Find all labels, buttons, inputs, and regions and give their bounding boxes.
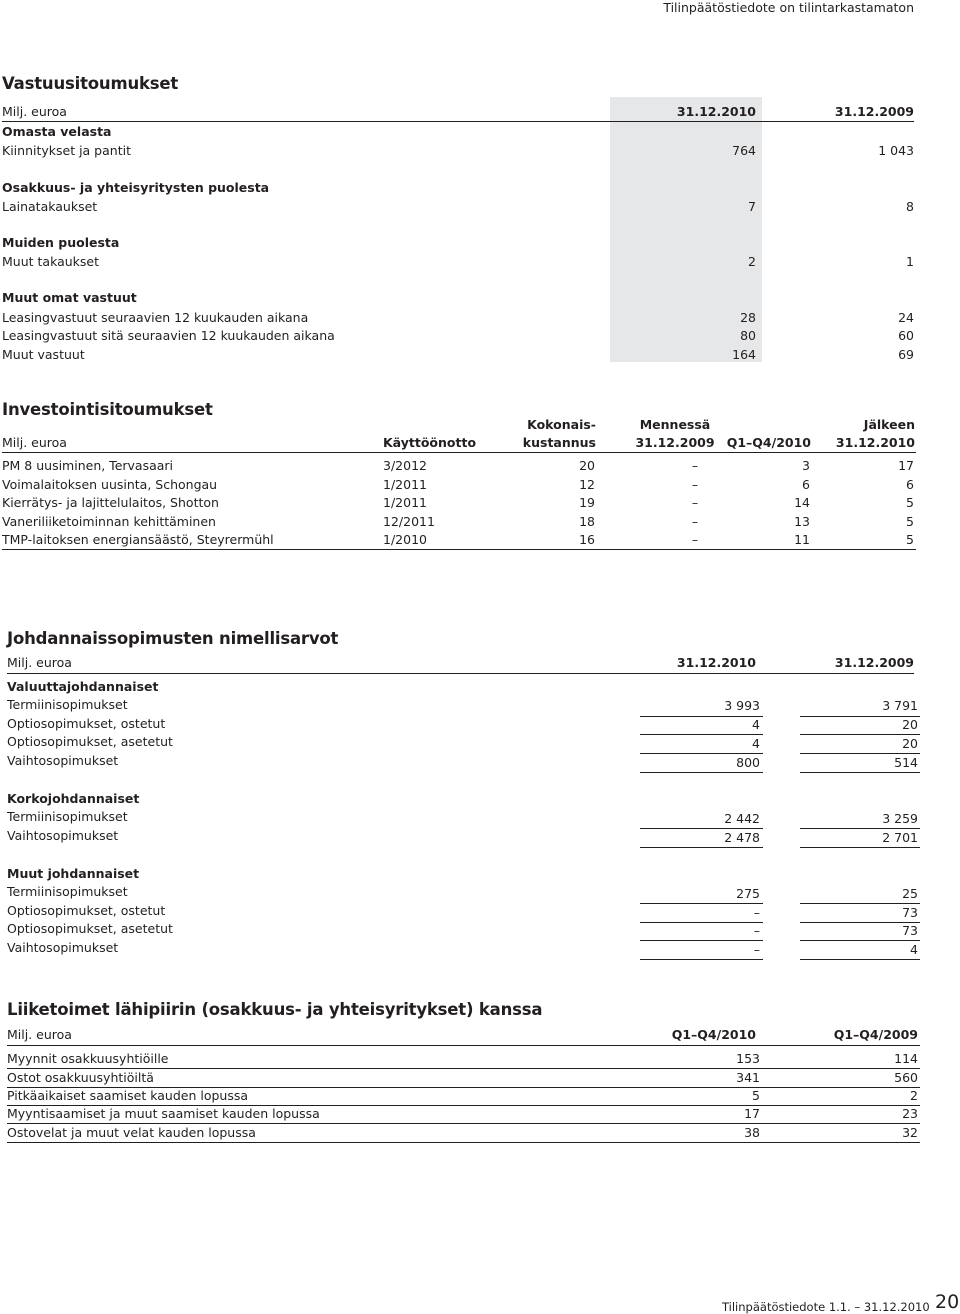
row-label: Optiosopimukset, ostetut bbox=[7, 903, 166, 918]
row-label: Muut vastuut bbox=[2, 347, 85, 362]
group-heading: Muiden puolesta bbox=[2, 235, 120, 250]
row-value-2010: 5 bbox=[752, 1088, 760, 1103]
row-rule bbox=[800, 734, 920, 735]
row-value-2010: 164 bbox=[732, 347, 756, 362]
row-kokonaiskustannus: 18 bbox=[579, 514, 595, 529]
row-kayttoonotto: 1/2011 bbox=[383, 477, 427, 492]
row-label: Myyntisaamiset ja muut saamiset kauden lopussa bbox=[7, 1106, 320, 1121]
row-value-2010: 764 bbox=[732, 143, 756, 158]
row-value-2009: 73 bbox=[902, 905, 918, 920]
row-value-2009: 69 bbox=[898, 347, 914, 362]
row-value-2010: 4 bbox=[752, 717, 760, 732]
section-title-investointisitoumukset: Investointisitoumukset bbox=[2, 400, 213, 419]
row-value-2010: – bbox=[753, 923, 760, 938]
group-heading: Osakkuus- ja yhteisyritysten puolesta bbox=[2, 180, 270, 195]
row-q1-q4: 14 bbox=[794, 495, 810, 510]
row-label: Optiosopimukset, asetetut bbox=[7, 921, 173, 936]
row-rule bbox=[7, 1123, 920, 1124]
row-label: Kiinnitykset ja pantit bbox=[2, 143, 131, 158]
page-footer: Tilinpäätöstiedote 1.1. – 31.12.2010 bbox=[722, 1300, 930, 1314]
column-header-2009: 31.12.2009 bbox=[834, 104, 914, 119]
row-label: Optiosopimukset, ostetut bbox=[7, 716, 166, 731]
column-header-q1-q4: Q1–Q4/2010 bbox=[726, 435, 811, 450]
row-value-2010: 38 bbox=[744, 1125, 760, 1140]
row-kayttoonotto: 12/2011 bbox=[383, 514, 435, 529]
row-q1-q4: 13 bbox=[794, 514, 810, 529]
row-value-2009: 2 701 bbox=[882, 830, 918, 845]
row-label: Vaihtosopimukset bbox=[7, 940, 119, 955]
row-value-2009: 20 bbox=[902, 736, 918, 751]
column-header-2009: 31.12.2009 bbox=[834, 655, 914, 670]
row-value-2010: 2 478 bbox=[724, 830, 760, 845]
row-value-2009: 60 bbox=[898, 328, 914, 343]
row-rule bbox=[640, 903, 763, 904]
row-label: Myynnit osakkuusyhtiöille bbox=[7, 1051, 169, 1066]
section-title-johdannaiset: Johdannaissopimusten nimellisarvot bbox=[7, 629, 339, 648]
column-header-kustannus: kustannus bbox=[522, 435, 596, 450]
row-label: Voimalaitoksen uusinta, Schongau bbox=[2, 477, 218, 492]
column-header-q1-q4-2010: Q1–Q4/2010 bbox=[671, 1027, 756, 1042]
row-value-2010: 17 bbox=[744, 1106, 760, 1121]
row-value-2010: 3 993 bbox=[724, 698, 760, 713]
column-header-q1-q4-2009: Q1–Q4/2009 bbox=[833, 1027, 918, 1042]
row-mennessa: – bbox=[691, 495, 699, 510]
row-jalkeen: 5 bbox=[906, 514, 914, 529]
row-rule bbox=[640, 772, 763, 773]
row-label: Ostovelat ja muut velat kauden lopussa bbox=[7, 1125, 256, 1140]
row-value-2010: 800 bbox=[736, 755, 760, 770]
row-label: Vaihtosopimukset bbox=[7, 828, 119, 843]
row-value-2009: 32 bbox=[902, 1125, 918, 1140]
row-value-2009: 1 bbox=[906, 254, 914, 269]
unit-label: Milj. euroa bbox=[2, 435, 67, 450]
row-mennessa: – bbox=[691, 532, 699, 547]
column-header-mennessa: Mennessä bbox=[639, 417, 711, 432]
row-label: TMP-laitoksen energiansäästö, Steyrermühl bbox=[2, 532, 274, 547]
row-value-2010: 341 bbox=[736, 1070, 760, 1085]
row-value-2009: 24 bbox=[898, 310, 914, 325]
row-rule bbox=[800, 959, 920, 960]
row-rule bbox=[800, 828, 920, 829]
row-kokonaiskustannus: 19 bbox=[579, 495, 595, 510]
row-rule bbox=[640, 940, 763, 941]
row-value-2010: 80 bbox=[740, 328, 756, 343]
row-value-2009: 73 bbox=[902, 923, 918, 938]
row-jalkeen: 5 bbox=[906, 495, 914, 510]
row-rule bbox=[640, 716, 763, 717]
row-mennessa: – bbox=[691, 514, 699, 529]
row-label: Lainatakaukset bbox=[2, 199, 98, 214]
row-rule bbox=[640, 922, 763, 923]
row-rule bbox=[640, 847, 763, 848]
row-rule bbox=[800, 903, 920, 904]
row-value-2009: 114 bbox=[894, 1051, 918, 1066]
header-rule bbox=[2, 121, 914, 122]
row-value-2009: 3 259 bbox=[882, 811, 918, 826]
row-label: Leasingvastuut sitä seuraavien 12 kuukauden aikana bbox=[2, 328, 335, 343]
row-rule bbox=[800, 940, 920, 941]
unit-label: Milj. euroa bbox=[7, 1027, 72, 1042]
row-rule bbox=[7, 1068, 920, 1069]
column-header-mennessa-date: 31.12.2009 bbox=[635, 435, 715, 450]
row-value-2009: 23 bbox=[902, 1106, 918, 1121]
row-label: Termiinisopimukset bbox=[7, 809, 128, 824]
row-kokonaiskustannus: 12 bbox=[579, 477, 595, 492]
row-label: Vaneriliiketoiminnan kehittäminen bbox=[2, 514, 216, 529]
row-value-2010: 275 bbox=[736, 886, 760, 901]
row-value-2010: – bbox=[753, 905, 760, 920]
row-q1-q4: 6 bbox=[802, 477, 810, 492]
row-value-2009: 1 043 bbox=[878, 143, 914, 158]
row-label: Kierrätys- ja lajittelulaitos, Shotton bbox=[2, 495, 219, 510]
row-rule bbox=[640, 753, 763, 754]
row-kayttoonotto: 1/2010 bbox=[383, 532, 427, 547]
row-value-2010: – bbox=[753, 942, 760, 957]
row-value-2009: 8 bbox=[906, 199, 914, 214]
row-value-2009: 2 bbox=[910, 1088, 918, 1103]
row-label: Termiinisopimukset bbox=[7, 697, 128, 712]
table-bottom-rule bbox=[2, 549, 916, 550]
row-label: PM 8 uusiminen, Tervasaari bbox=[2, 458, 174, 473]
group-heading: Muut johdannaiset bbox=[7, 866, 140, 881]
row-value-2010: 28 bbox=[740, 310, 756, 325]
row-mennessa: – bbox=[691, 458, 699, 473]
page-header: Tilinpäätöstiedote on tilintarkastamaton bbox=[663, 0, 914, 15]
row-rule bbox=[640, 959, 763, 960]
row-label: Leasingvastuut seuraavien 12 kuukauden aikana bbox=[2, 310, 309, 325]
row-label: Termiinisopimukset bbox=[7, 884, 128, 899]
unit-label: Milj. euroa bbox=[2, 104, 67, 119]
row-value-2009: 560 bbox=[894, 1070, 918, 1085]
group-heading: Korkojohdannaiset bbox=[7, 791, 140, 806]
header-rule bbox=[2, 452, 916, 453]
row-value-2009: 514 bbox=[894, 755, 918, 770]
column-header-2010: 31.12.2010 bbox=[676, 655, 756, 670]
page-number: 20 bbox=[935, 1291, 960, 1313]
row-kokonaiskustannus: 20 bbox=[579, 458, 595, 473]
group-heading: Valuuttajohdannaiset bbox=[7, 679, 159, 694]
unit-label: Milj. euroa bbox=[7, 655, 72, 670]
row-rule bbox=[800, 753, 920, 754]
row-value-2009: 20 bbox=[902, 717, 918, 732]
row-kokonaiskustannus: 16 bbox=[579, 532, 595, 547]
row-label: Muut takaukset bbox=[2, 254, 100, 269]
column-header-kokonais: Kokonais- bbox=[527, 417, 596, 432]
row-value-2010: 7 bbox=[748, 199, 756, 214]
row-rule bbox=[640, 734, 763, 735]
header-rule bbox=[7, 673, 914, 674]
row-rule bbox=[800, 847, 920, 848]
column-header-jalkeen: Jälkeen bbox=[863, 417, 915, 432]
column-header-jalkeen-date: 31.12.2010 bbox=[835, 435, 915, 450]
row-rule bbox=[800, 772, 920, 773]
column-header-2010: 31.12.2010 bbox=[676, 104, 756, 119]
row-jalkeen: 17 bbox=[898, 458, 914, 473]
row-kayttoonotto: 3/2012 bbox=[383, 458, 427, 473]
row-value-2009: 4 bbox=[910, 942, 918, 957]
row-q1-q4: 3 bbox=[802, 458, 810, 473]
row-value-2010: 4 bbox=[752, 736, 760, 751]
row-kayttoonotto: 1/2011 bbox=[383, 495, 427, 510]
row-rule bbox=[7, 1142, 920, 1143]
row-value-2010: 153 bbox=[736, 1051, 760, 1066]
group-heading: Omasta velasta bbox=[2, 124, 112, 139]
row-q1-q4: 11 bbox=[794, 532, 810, 547]
row-rule bbox=[640, 828, 763, 829]
row-mennessa: – bbox=[691, 477, 699, 492]
row-jalkeen: 6 bbox=[906, 477, 914, 492]
row-value-2010: 2 442 bbox=[724, 811, 760, 826]
row-value-2010: 2 bbox=[748, 254, 756, 269]
header-rule bbox=[7, 1045, 920, 1046]
row-value-2009: 25 bbox=[902, 886, 918, 901]
section-title-lahipiiri: Liiketoimet lähipiirin (osakkuus- ja yhteisyritykset) kanssa bbox=[7, 1000, 543, 1019]
group-heading: Muut omat vastuut bbox=[2, 290, 137, 305]
row-label: Ostot osakkuusyhtiöiltä bbox=[7, 1070, 154, 1085]
row-value-2009: 3 791 bbox=[882, 698, 918, 713]
column-header-kayttoonotto: Käyttöönotto bbox=[383, 435, 477, 450]
row-jalkeen: 5 bbox=[906, 532, 914, 547]
row-label: Optiosopimukset, asetetut bbox=[7, 734, 173, 749]
row-label: Vaihtosopimukset bbox=[7, 753, 119, 768]
section-title-vastuusitoumukset: Vastuusitoumukset bbox=[2, 74, 179, 93]
row-label: Pitkäaikaiset saamiset kauden lopussa bbox=[7, 1088, 249, 1103]
